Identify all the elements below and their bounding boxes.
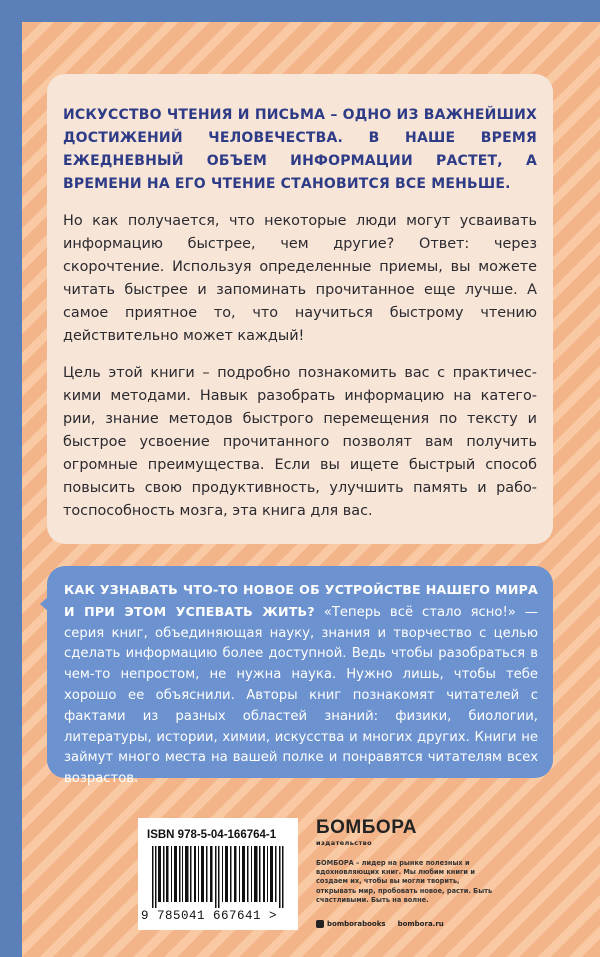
series-card: [47, 566, 553, 787]
description-paragraph-1: Но как получается, что некоторые люди могут усваивать информацию быстрее, чем другие? Ответ: через скорочтение. Используя определенные приемы, вы можете читать быстрее и запоминать прочитанное еще лучше. А самое приятное то, что научиться быстрому чтению действительно может каждый!: [63, 213, 537, 344]
description-card: [47, 74, 553, 544]
barcode-digits: 9 785041 667641 >: [141, 909, 278, 923]
publisher-block: [316, 817, 516, 928]
barcode-bars: [152, 846, 284, 908]
publisher-social[interactable]: [316, 920, 386, 928]
publisher-links: [316, 920, 506, 928]
publisher-site-link[interactable]: bombora.ru: [397, 920, 444, 928]
barcode-panel: [138, 818, 298, 930]
publisher-description: БОМБОРА – лидер на рынке полезных и вдохновляющих книг. Мы любим книги и создаем их, чтобы вы могли творить, открывать мир, пробовать новое, расти. Быть счастливыми. Быть на волне.: [316, 859, 493, 904]
publisher-logo: БОМБОРА: [316, 817, 417, 838]
series-lead: КАК УЗНАВАТЬ ЧТО-ТО НОВОЕ ОБ УСТРОЙСТВЕ НАШЕГО МИРА И ПРИ ЭТОМ УСПЕВАТЬ ЖИТЬ?: [64, 582, 538, 619]
social-icon: [316, 920, 324, 928]
description-paragraph-2: Цель этой книги – подробно познакомить вас с практическими методами. Навык разобрать информацию на категории, знание методов быстрого перемещения по тексту и быстрое усвоение прочитанного позволят вам получить огромные преимущества. Если вы ищете быстрый способ повысить свою продуктивность, улучшить память и работоспособность мозга, эта книга для вас.: [63, 365, 537, 519]
social-handle: bomborabooks: [327, 920, 386, 928]
description-lead: ИСКУССТВО ЧТЕНИЯ И ПИСЬМА – ОДНО ИЗ ВАЖНЕЙШИХ ДОСТИЖЕНИЙ ЧЕЛОВЕЧЕСТВА. В НАШЕ ВРЕМЯ ЕЖЕДНЕВНЫЙ ОБЪЕМ ИНФОРМАЦИИ РАСТЕТ, А ВРЕМЕНИ НА ЕГО ЧТЕНИЕ СТАНОВИТСЯ ВСЕ МЕНЬШЕ.: [63, 107, 537, 192]
publisher-subtitle: издательство: [316, 839, 373, 847]
isbn-label: ISBN 978-5-04-166764-1: [147, 829, 277, 841]
series-body: «Теперь всё стало ясно!» — серия книг, объединяющая науку, знания и творчество с целью сделать информацию более доступной. Ведь чтобы разобраться в чем-то непростом, не нужна наука. Нужно лишь, чтобы тебе хорошо ее объяснили. Авторы книг познакомят читателей с фактами из разных областей знаний: физики, биологии, литературы, истории, химии, искусства и многих других. Книги не займут много места на вашей полке и понравятся читателям всех возрастов.: [64, 604, 538, 787]
series-text: [64, 580, 538, 790]
